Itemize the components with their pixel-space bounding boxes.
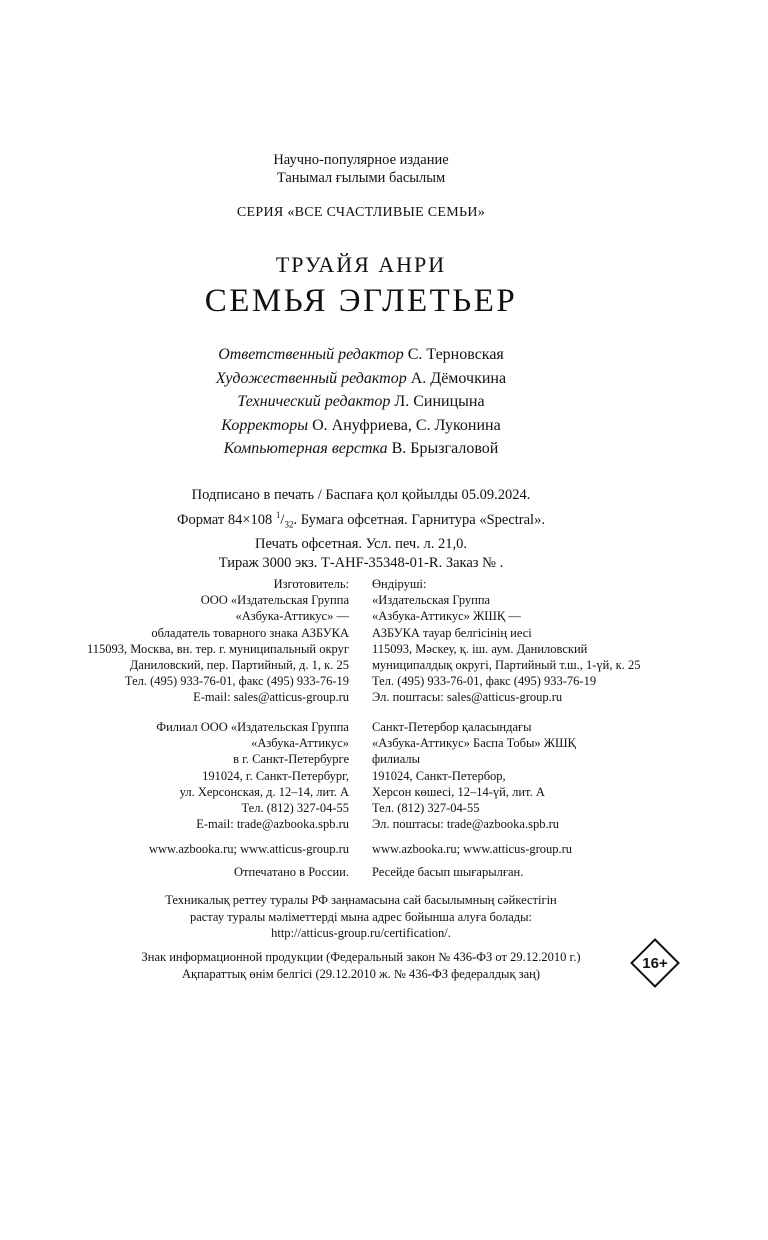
manufacturer-kz-line: Тел. (495) 933-76-01, факс (495) 933-76-19 xyxy=(372,674,597,689)
certification-note xyxy=(0,892,722,942)
branch-kz-line: Санкт-Петербор қаласындағы xyxy=(372,720,532,734)
format-numerator: 1 xyxy=(275,509,281,520)
credit-role: Ответственный редактор xyxy=(218,346,404,363)
credit-line xyxy=(0,414,722,438)
branch-ru xyxy=(40,719,349,832)
printed-in-ru: Отпечатано в России. xyxy=(234,865,349,879)
credit-name: В. Брызгаловой xyxy=(391,440,499,457)
credit-name: С. Терновская xyxy=(407,346,504,363)
branch-ru-line: ул. Херсонская, д. 12–14, лит. А xyxy=(179,784,349,799)
branch-kz-line: Тел. (812) 327-04-55 xyxy=(372,801,480,816)
print-details xyxy=(0,486,722,574)
certification-url: http://atticus-group.ru/certification/. xyxy=(271,926,451,940)
branch-ru-line: Тел. (812) 327-04-55 xyxy=(241,801,349,816)
manufacturer-kz-line: муниципалдық округі, Партийный т.ш., 1-үй, к. 25 xyxy=(372,658,641,673)
series-name: СЕРИЯ «ВСЕ СЧАСТЛИВЫЕ СЕМЬИ» xyxy=(236,205,486,220)
credit-line xyxy=(0,367,722,391)
format-suffix: . Бумага офсетная. Гарнитура «Spectral». xyxy=(293,511,545,528)
format-line: Формат 84×108 $^1/_{32}$. Бумага офсетная. Гарнитура «Spectral». xyxy=(177,509,545,530)
credit-role: Художественный редактор xyxy=(215,369,407,387)
branch-ru-email: E-mail: trade@azbooka.spb.ru xyxy=(196,817,349,832)
manufacturer-kz-line: Өндіруші: xyxy=(372,577,427,591)
manufacturer-ru-line: обладатель товарного знака АЗБУКА xyxy=(151,625,349,640)
credit-line xyxy=(0,437,722,461)
manufacturer-ru-line: Изготовитель: xyxy=(273,577,349,591)
branch-ru-line: «Азбука-Аттикус» xyxy=(251,736,349,751)
credit-name: Л. Синицына xyxy=(394,393,485,410)
credit-role: Компьютерная верстка xyxy=(223,440,388,457)
websites-ru: www.azbooka.ru; www.atticus-group.ru xyxy=(148,842,349,856)
edition-type-kz: Танымал ғылыми басылым xyxy=(276,170,446,186)
information-product-mark xyxy=(0,949,722,983)
credit-line xyxy=(0,343,722,367)
manufacturer-ru xyxy=(40,576,349,706)
branch-kz-line: «Азбука-Аттикус» Баспа Тобы» ЖШҚ xyxy=(372,736,576,751)
age-rating-label: 16+ xyxy=(642,954,668,972)
websites-kz: www.azbooka.ru; www.atticus-group.ru xyxy=(372,842,573,856)
manufacturer-kz-line: «Издательская Группа xyxy=(372,593,491,608)
credit-name: О. Ануфриева, С. Луконина xyxy=(312,416,501,434)
manufacturer-ru-line: «Азбука-Аттикус» — xyxy=(235,609,349,624)
format-prefix: Формат 84×108 xyxy=(177,511,273,528)
manufacturer-kz xyxy=(372,576,732,706)
branch-ru-line: в г. Санкт-Петербурге xyxy=(233,752,349,767)
branch-kz xyxy=(372,719,732,832)
certification-line: растау туралы мәліметтерді мына адрес бойынша алуға болады: xyxy=(189,909,533,924)
manufacturer-ru-line: ООО «Издательская Группа xyxy=(200,593,349,608)
certification-line: Техникалық реттеу туралы РФ заңнамасына сай басылымның сәйкестігін xyxy=(165,893,557,907)
branch-kz-line: 191024, Санкт-Петербор, xyxy=(372,768,506,783)
author-name: ТРУАЙЯ АНРИ xyxy=(275,252,447,277)
edition-type xyxy=(0,151,722,187)
printed-in-kz: Ресейде басып шығарылған. xyxy=(372,865,524,879)
branch-ru-line: 191024, г. Санкт-Петербург, xyxy=(202,768,349,783)
credit-name: А. Дёмочкина xyxy=(410,369,507,387)
branch-kz-email: Эл. поштасы: trade@azbooka.spb.ru xyxy=(372,817,560,832)
manufacturer-ru-line: 115093, Москва, вн. тер. г. муниципальный округ xyxy=(86,641,349,656)
edition-type-ru: Научно-популярное издание xyxy=(273,152,449,168)
branch-kz-line: Херсон көшесі, 12–14-үй, лит. А xyxy=(372,784,545,799)
credit-line xyxy=(0,390,722,414)
editorial-credits xyxy=(0,343,722,461)
credit-role: Корректоры xyxy=(221,416,309,434)
info-mark-ru: Знак информационной продукции (Федеральный закон № 436-ФЗ от 29.12.2010 г.) xyxy=(141,950,581,964)
print-type: Печать офсетная. Усл. печ. л. 21,0. xyxy=(255,535,467,552)
manufacturer-ru-line: Даниловский, пер. Партийный, д. 1, к. 25 xyxy=(129,658,349,673)
branch-kz-line: филиалы xyxy=(372,752,421,767)
signed-date: Подписано в печать / Баспаға қол қойылды 05.09.2024. xyxy=(191,487,531,503)
info-mark-kz: Ақпараттық өнім белгісі (29.12.2010 ж. № 436-ФЗ федералдық заң) xyxy=(182,967,540,981)
branch-ru-line: Филиал ООО «Издательская Группа xyxy=(156,720,349,734)
print-run: Тираж 3000 экз. Т-АНF-35348-01-R. Заказ № . xyxy=(218,555,504,572)
manufacturer-ru-email: E-mail: sales@atticus-group.ru xyxy=(193,690,349,705)
manufacturer-kz-line: АЗБУКА тауар белгісінің иесі xyxy=(372,625,532,640)
manufacturer-ru-line: Тел. (495) 933-76-01, факс (495) 933-76-19 xyxy=(124,674,349,689)
book-title: СЕМЬЯ ЭГЛЕТЬЕР xyxy=(204,283,518,319)
manufacturer-kz-line: 115093, Мәскеу, қ. іш. аум. Даниловский xyxy=(372,641,588,656)
credit-role: Технический редактор xyxy=(237,393,391,410)
manufacturer-kz-email: Эл. поштасы: sales@atticus-group.ru xyxy=(372,690,563,705)
manufacturer-kz-line: «Азбука-Аттикус» ЖШҚ — xyxy=(372,609,521,624)
format-denominator: 32 xyxy=(284,519,294,530)
